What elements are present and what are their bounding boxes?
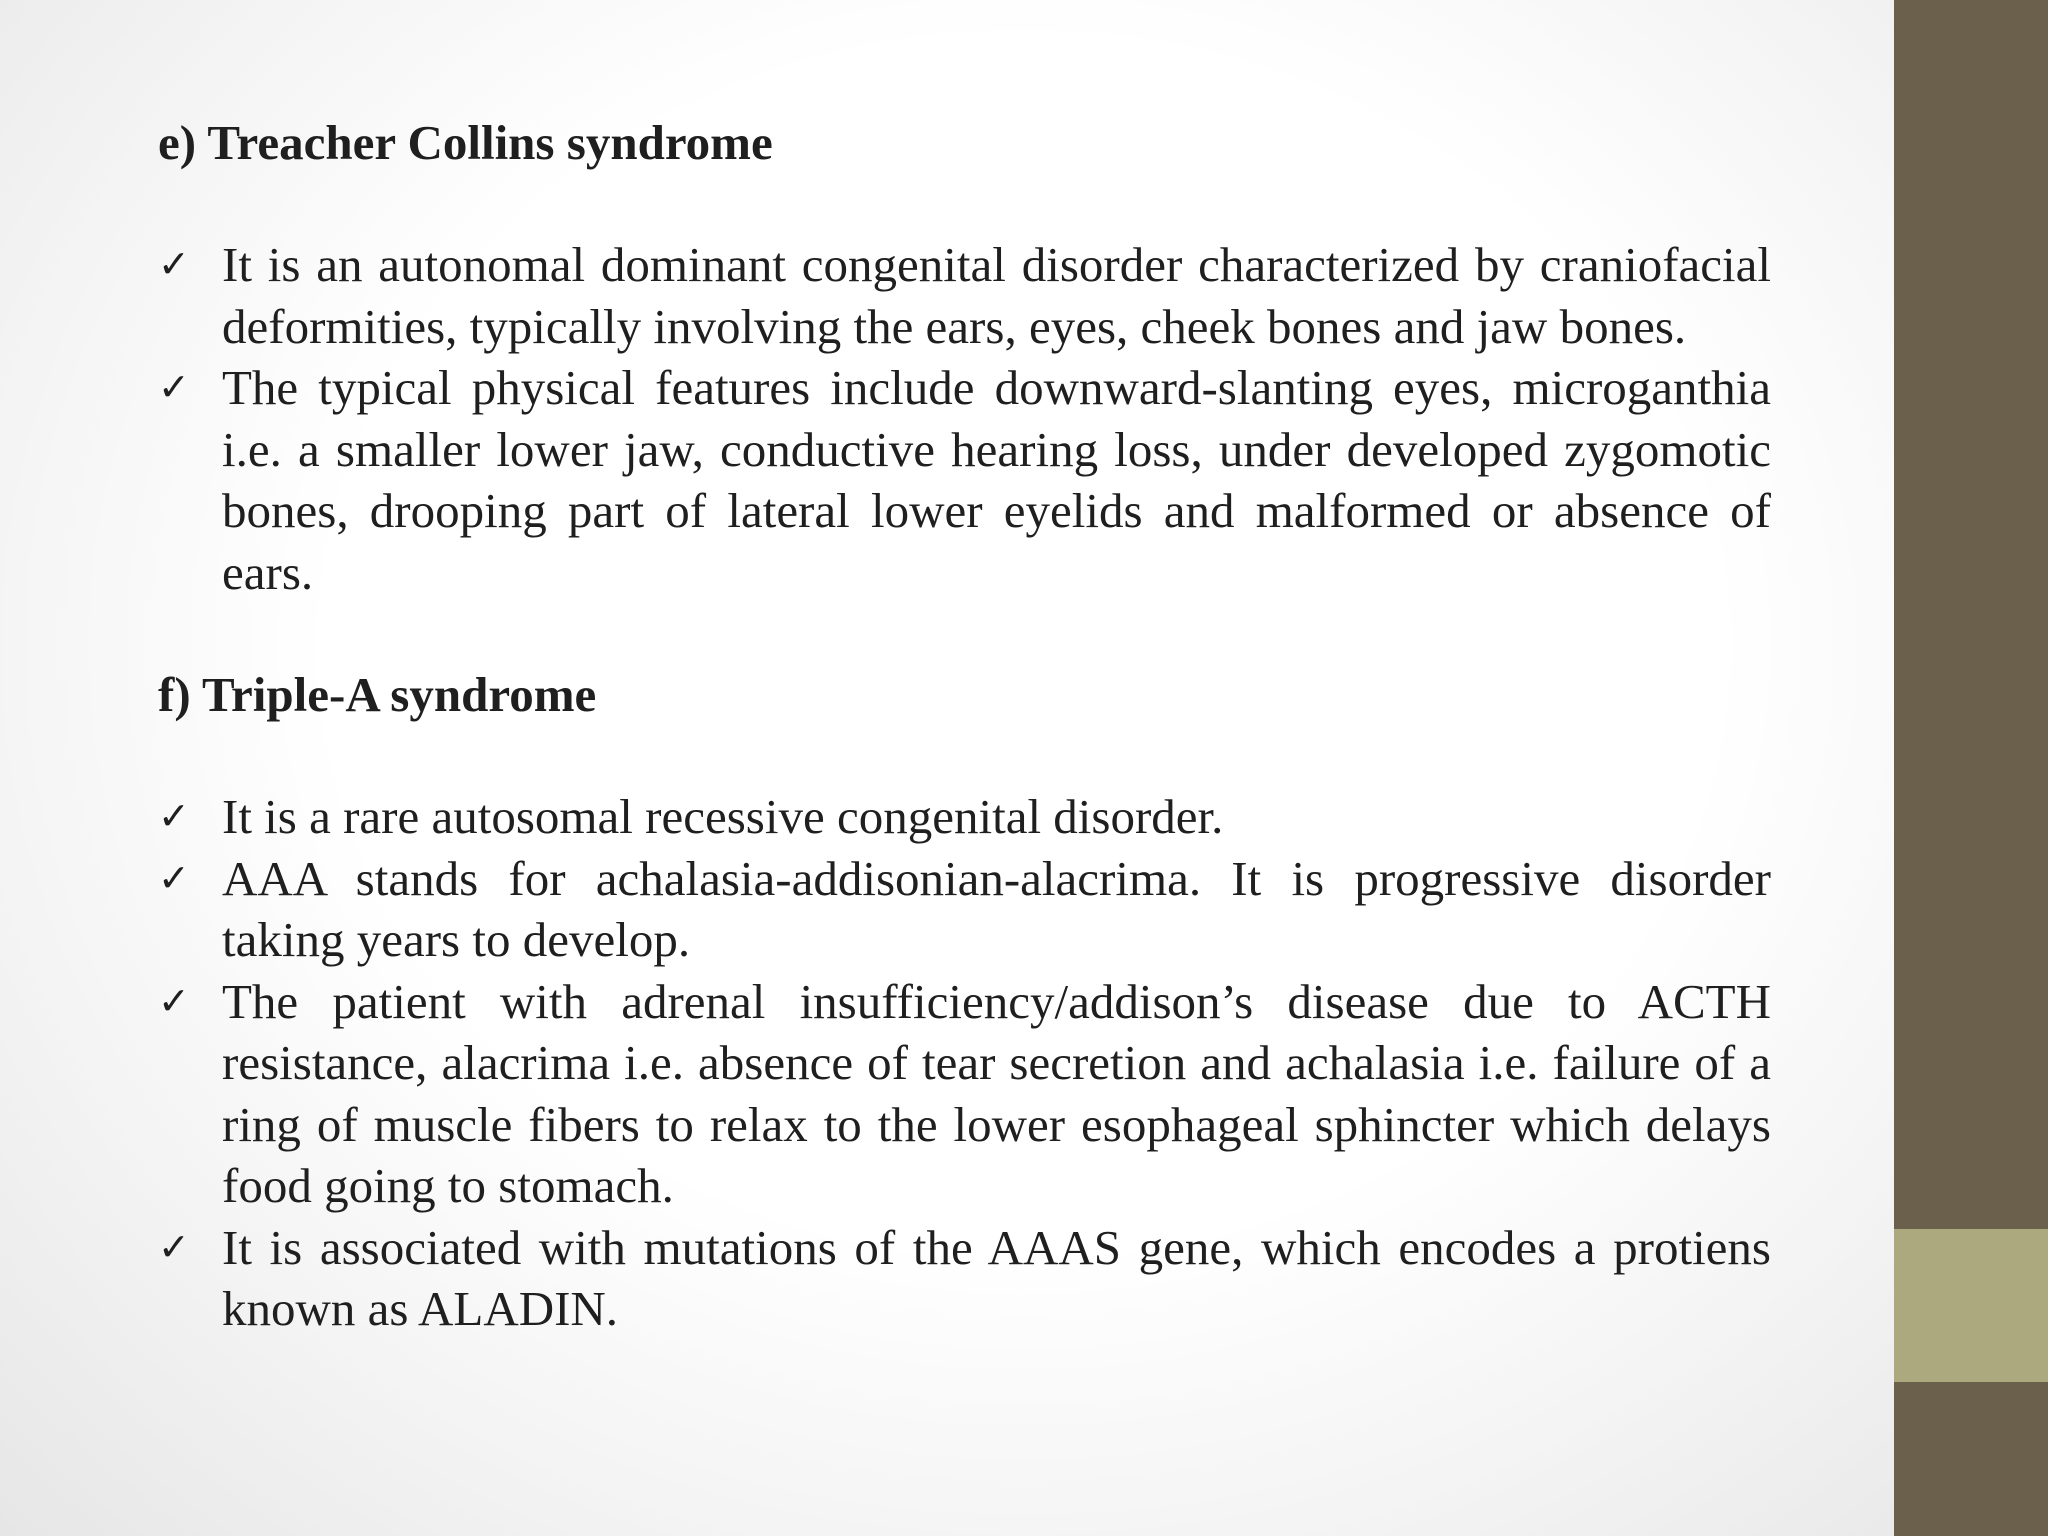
list-item (158, 848, 1771, 971)
check-mark-icon: ✓ (158, 855, 190, 900)
list-item (158, 1217, 1771, 1340)
check-mark-icon: ✓ (158, 1224, 190, 1269)
bullet-list-triple-a (158, 786, 1771, 1340)
check-mark-icon: ✓ (158, 794, 190, 838)
sidebar-accent-block (1894, 1229, 2048, 1382)
check-mark-icon: ✓ (158, 242, 190, 286)
section-heading-treacher-collins: e) Treacher Collins syndrome (158, 115, 773, 170)
bullet-list-treacher-collins (158, 234, 1771, 603)
slide-content (158, 112, 1771, 1340)
bullet-text: The patient with adrenal insufficiency/addison’s disease due to ACTH resistance, alacrima i.e. absence of tear secretion and achalasia i.e. failure of a ring of muscle fibers to relax to the lower esophageal sphincter which delays food going to stomach. (222, 973, 1771, 1213)
check-mark-icon: ✓ (158, 978, 190, 1023)
bullet-text: The typical physical features include downward-slanting eyes, microganthia i.e. a smaller lower jaw, conductive hearing loss, under developed zygomotic bones, drooping part of lateral lower eyelids and malformed or absence of ears. (222, 360, 1771, 600)
list-item (158, 234, 1771, 357)
bullet-text: It is an autonomal dominant congenital disorder characterized by craniofacial deformities, typically involving the ears, eyes, cheek bones and jaw bones. (222, 237, 1771, 354)
list-item (158, 786, 1771, 848)
bullet-text: It is a rare autosomal recessive congenital disorder. (222, 789, 1224, 844)
bullet-text: AAA stands for achalasia-addisonian-alacrima. It is progressive disorder taking years to develop. (222, 850, 1771, 967)
list-item (158, 357, 1771, 603)
bullet-text: It is associated with mutations of the AAAS gene, which encodes a protiens known as ALADIN. (222, 1219, 1771, 1336)
section-heading-triple-a: f) Triple-A syndrome (158, 667, 597, 722)
list-item (158, 971, 1771, 1217)
check-mark-icon: ✓ (158, 365, 190, 409)
